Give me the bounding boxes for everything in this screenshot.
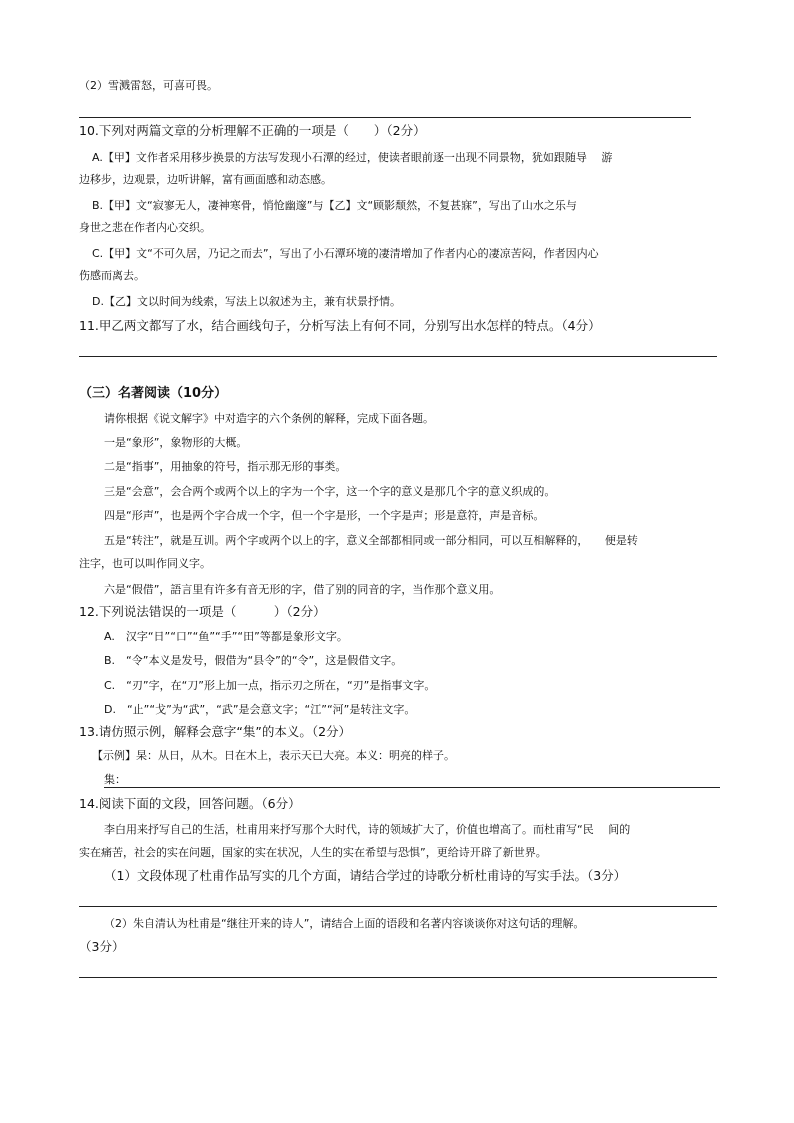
question-12-option-d: D. “止”“戈”为“武”，“武”是会意文字；“江”“河”是转注文字。 xyxy=(104,703,416,716)
question-14-sub-1: （1）文段体现了杜甫作品写实的几个方面，请结合学过的诗歌分析杜甫诗的写实手法。（3分） xyxy=(104,868,627,883)
answer-line xyxy=(79,977,717,978)
answer-field[interactable] xyxy=(104,787,720,788)
question-14-stem: 14.阅读下面的文段，回答问题。（6分） xyxy=(79,796,301,811)
answer-line xyxy=(79,356,717,357)
question-13-answer-label: 集： xyxy=(104,773,126,786)
question-10-option-a: A.【甲】文作者采用移步换景的方法写发现小石潭的经过，使读者眼前逐一出现不同景物，犹如跟随导 游 xyxy=(92,151,613,164)
question-12-option-c: C. “刃”字，在“刀”形上加一点，指示刃之所在，“刃”是指事文字。 xyxy=(104,679,436,692)
question-10-option-c-cont: 伤感而离去。 xyxy=(79,269,145,282)
question-12-stem: 12.下列说法错误的一项是（ ）（2分） xyxy=(79,604,326,619)
rule-5: 五是“转注”，就是互训。两个字或两个以上的字，意义全部都相同或一部分相同，可以互相解释的， 便是转 xyxy=(104,534,638,547)
question-10-option-a-cont: 边移步，边观景，边听讲解，富有画面感和动态感。 xyxy=(79,173,332,186)
question-12-option-a: A. 汉字“日”“口”“鱼”“手”“田”等都是象形文字。 xyxy=(104,630,348,643)
rule-2: 二是“指事”，用抽象的符号，指示那无形的事类。 xyxy=(104,460,347,473)
passage-text-cont: 实在痛苦，社会的实在问题，国家的实在状况，人生的实在希望与恐惧”，更给诗开辟了新世界。 xyxy=(79,846,547,859)
question-14-sub-2: （2）朱自清认为杜甫是“继往开来的诗人”，请结合上面的语段和名著内容谈谈你对这句话的理解。 xyxy=(104,917,585,930)
q9-item-2: （2）雪溅雷怒，可喜可畏。 xyxy=(79,79,218,92)
question-13-example: 【示例】杲：从日，从木。日在木上，表示天已大亮。本义：明亮的样子。 xyxy=(92,749,455,762)
question-10-option-c: C.【甲】文“不可久居，乃记之而去”，写出了小石潭环境的凄清增加了作者内心的凄凉苦闷，作者因内心 xyxy=(92,247,599,260)
question-10-option-d: D.【乙】文以时间为线索，写法上以叙述为主，兼有状景抒情。 xyxy=(92,295,401,308)
intro-text: 请你根据《说文解字》中对造字的六个条例的解释，完成下面各题。 xyxy=(104,412,434,425)
question-13-stem: 13.请仿照示例，解释会意字“集”的本义。（2分） xyxy=(79,724,352,739)
question-12-option-b: B. “令”本义是发号，假借为“县令”的“令”，这是假借文字。 xyxy=(104,654,403,667)
question-11-stem: 11.甲乙两文都写了水，结合画线句子，分析写法上有何不同，分别写出水怎样的特点。（4分） xyxy=(79,318,601,333)
rule-4: 四是“形声”，也是两个字合成一个字，但一个字是形，一个字是声；形是意符，声是音标。 xyxy=(104,509,545,522)
answer-line xyxy=(79,117,691,118)
rule-5-cont: 注字，也可以叫作同义字。 xyxy=(79,557,211,570)
rule-6: 六是“假借”，語言里有许多有音无形的字，借了别的同音的字，当作那个意义用。 xyxy=(104,583,501,596)
passage-text: 李白用来抒写自己的生活，杜甫用来抒写那个大时代，诗的领域扩大了，价值也增高了。而杜甫写“民 间的 xyxy=(104,823,631,836)
rule-3: 三是“会意”，会合两个或两个以上的字为一个字，这一个字的意义是那几个字的意义织成的。 xyxy=(104,485,556,498)
answer-line xyxy=(79,906,717,907)
question-14-sub-2-points: （3分） xyxy=(79,939,125,954)
question-10-option-b: B.【甲】文“寂寥无人，凄神寒骨，悄怆幽邃”与【乙】文“顾影颓然，不复甚寐”，写出了山水之乐与 xyxy=(92,199,577,212)
section-heading: （三）名著阅读（10分） xyxy=(79,386,228,401)
question-10-stem: 10.下列对两篇文章的分析理解不正确的一项是（ ）（2分） xyxy=(79,123,426,138)
rule-1: 一是“象形”，象物形的大概。 xyxy=(104,436,248,449)
question-10-option-b-cont: 身世之悲在作者内心交织。 xyxy=(79,221,211,234)
